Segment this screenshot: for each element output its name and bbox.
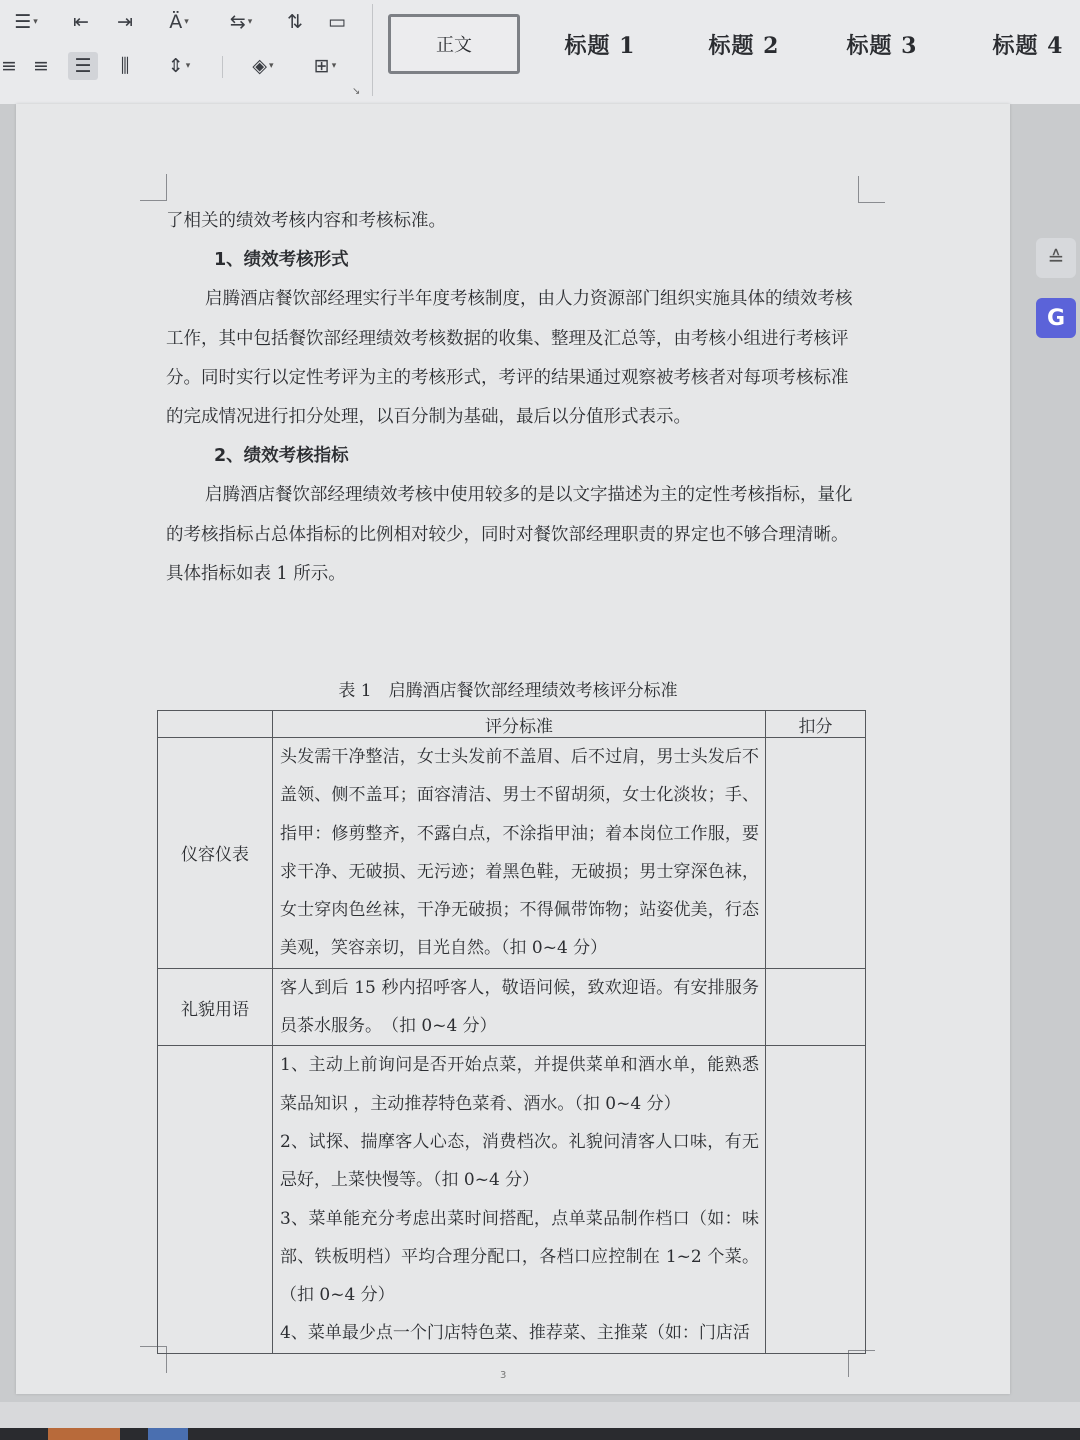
collapse-panel-icon[interactable]: ≙ <box>1036 238 1076 278</box>
sort-icon[interactable]: ⇅ <box>287 11 303 33</box>
table-row <box>158 968 866 1046</box>
table-header-row <box>158 711 866 738</box>
category-cell <box>158 1046 273 1353</box>
document-area <box>0 104 1080 1402</box>
ribbon-toolbar <box>0 0 1080 105</box>
criteria-text: 头发需干净整洁，女士头发前不盖眉、后不过肩，男士头发后不盖领、侧不盖耳；面容清洁、男士不留胡须，女士化淡妆；手、指甲：修剪整齐，不露白点，不涂指甲油；着本岗位工作服，要求干净、无破损、无污迹；着黑色鞋，无破损；男士穿深色袜，女士穿肉色丝袜，干净无破损；不得佩带饰物；站姿优美，行态美观，笑容亲切，目光自然。（扣 0~4 分） <box>280 747 759 959</box>
margin-marker <box>848 1350 875 1377</box>
taskbar <box>0 1428 1080 1440</box>
align-left-icon[interactable]: ≡ <box>1 55 17 77</box>
taskbar-app-icon[interactable] <box>148 1428 188 1440</box>
criteria-text: 3、菜单能充分考虑出菜时间搭配，点单菜品制作档口（如：味部、铁板明档）平均合理分配口，各档口应控制在 1~2 个菜。（扣 0~4 分） <box>280 1208 759 1306</box>
swap-icon[interactable]: ⇆ ▾ <box>229 11 253 33</box>
style-heading-2[interactable]: 标题 2 <box>708 32 780 59</box>
divider <box>222 56 223 78</box>
numbering-icon[interactable]: ☰ ▾ <box>14 11 38 33</box>
taskbar-app-icon[interactable] <box>48 1428 120 1440</box>
section-heading: 2、绩效考核指标 <box>214 446 349 467</box>
category-cell: 礼貌用语 <box>158 968 273 1046</box>
deduction-cell[interactable] <box>766 968 866 1046</box>
show-marks-icon[interactable]: ▭ <box>328 11 346 33</box>
table-header-cell: 评分标准 <box>273 711 766 738</box>
increase-indent-icon[interactable]: ⇥ <box>117 11 133 33</box>
table-row <box>158 1046 866 1353</box>
text-direction-icon[interactable]: Ä ▾ <box>169 11 189 33</box>
line-spacing-icon[interactable]: ⇕ ▾ <box>167 55 191 77</box>
criteria-text: 客人到后 15 秒内招呼客人，敬语问候，致欢迎语。有安排服务员茶水服务。 （扣 0~4 分） <box>280 977 759 1037</box>
criteria-text: 4、菜单最少点一个门店特色菜、推荐菜、主推菜（如：门店活 <box>280 1323 750 1344</box>
decrease-indent-icon[interactable]: ⇤ <box>73 11 89 33</box>
deduction-cell[interactable] <box>766 1046 866 1353</box>
distributed-icon[interactable]: ⫼ <box>120 55 130 77</box>
paragraph: 启腾酒店餐饮部经理实行半年度考核制度，由人力资源部门组织实施具体的绩效考核工作，其中包括餐饮部经理绩效考核数据的收集、整理及汇总等，由考核小组进行考核评分。同时实行以定性考评为主的考核形式，考评的结果通过观察被考核者对每项考核标准的完成情况进行扣分处理，以百分制为基础，最后以分值形式表示。 <box>166 289 853 428</box>
table-row <box>158 738 866 969</box>
style-heading-1[interactable]: 标题 1 <box>564 32 636 59</box>
category-cell: 仪容仪表 <box>158 738 273 969</box>
table-header-cell <box>158 711 273 738</box>
align-center-icon[interactable]: ≡ <box>33 55 49 77</box>
margin-marker <box>858 176 885 203</box>
deduction-cell[interactable] <box>766 738 866 969</box>
criteria-text: 1、主动上前询问是否开始点菜，并提供菜单和酒水单，能熟悉菜品知识 ，主动推荐特色菜肴、酒水。（扣 0~4 分） <box>280 1055 759 1114</box>
justify-icon[interactable]: ☰ <box>68 52 98 80</box>
divider <box>372 4 373 96</box>
paragraph-dialog-launcher-icon[interactable]: ↘ <box>352 86 361 97</box>
style-normal[interactable]: 正文 <box>388 14 520 74</box>
styles-gallery <box>382 0 1080 100</box>
score-table[interactable] <box>157 710 866 1354</box>
ai-assistant-icon[interactable]: G <box>1036 298 1076 338</box>
criteria-cell <box>273 738 766 969</box>
shading-icon[interactable]: ◈ ▾ <box>252 55 274 77</box>
style-heading-4[interactable]: 标题 4 <box>992 32 1064 59</box>
borders-icon[interactable]: ⊞ ▾ <box>313 55 337 77</box>
style-heading-3[interactable]: 标题 3 <box>846 32 918 59</box>
page-number: 3 <box>500 1370 507 1381</box>
section-heading: 1、绩效考核形式 <box>214 250 349 271</box>
table-caption: 表 1 启腾酒店餐饮部经理绩效考核评分标准 <box>338 681 678 701</box>
paragraph: 了相关的绩效考核内容和考核标准。 <box>166 211 446 231</box>
table-header-cell: 扣分 <box>766 711 866 738</box>
margin-marker <box>140 174 167 201</box>
criteria-cell <box>273 1046 766 1353</box>
criteria-cell <box>273 968 766 1046</box>
body-text[interactable] <box>166 202 860 594</box>
paragraph: 启腾酒店餐饮部经理绩效考核中使用较多的是以文字描述为主的定性考核指标，量化的考核指标占总体指标的比例相对较少，同时对餐饮部经理职责的界定也不够合理清晰。具体指标如表 1 所示。 <box>166 485 853 584</box>
document-page[interactable] <box>16 104 1010 1394</box>
criteria-text: 2、试探、揣摩客人心态，消费档次。礼貌问清客人口味，有无忌好，上菜快慢等。（扣 0~4 分） <box>280 1131 759 1191</box>
